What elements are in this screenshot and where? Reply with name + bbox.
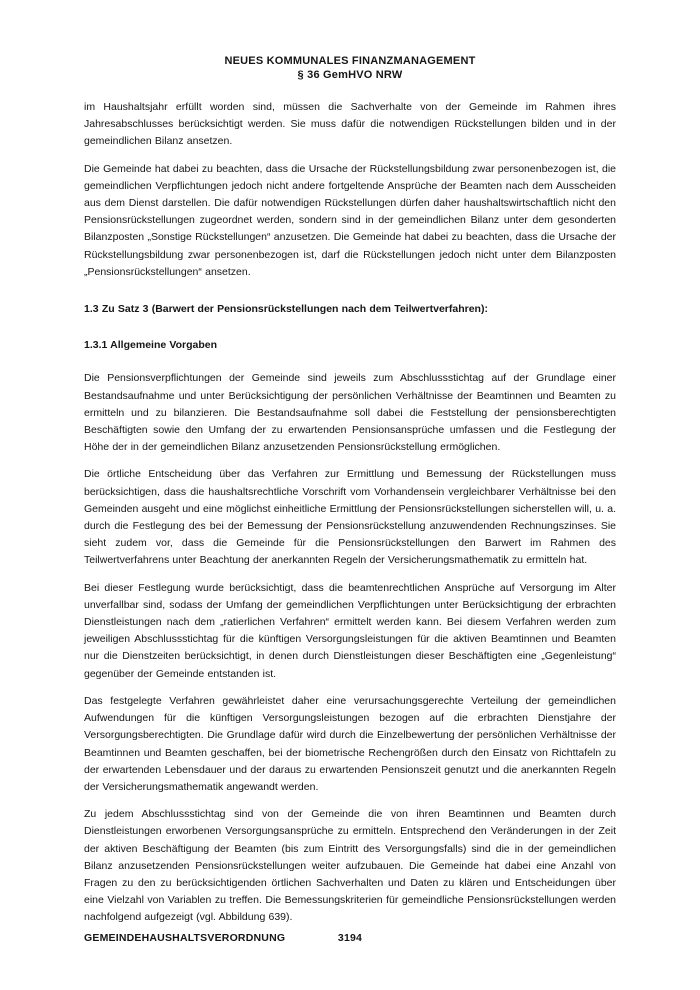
document-header [0,0,700,82]
paragraph-2: Die Gemeinde hat dabei zu beachten, dass die Ursache der Rückstellungsbildung zwar personenbezogen ist, die gemeindlichen Verpflichtungen jedoch nicht andere fortgeltende Ansprüche der Beamten nach dem Ausscheiden aus dem Dienst darstellen. Die dafür notwendigen Rückstellungen dürfen daher haushaltswirtschaftlich nicht den Pensionsrückstellungen zugeordnet werden, sondern sind in der gemeindlichen Bilanz unter dem gesonderten Bilanzposten „Sonstige Rückstellungen“ anzusetzen. Die Gemeinde hat dabei zu beachten, dass die Ursache der Rückstellungsbildung zwar personenbezogen ist, darf die Rückstellungen jedoch nicht unter dem Bilanzposten „Pensionsrückstellungen“ ansetzen. [84,162,616,278]
document-title: NEUES KOMMUNALES FINANZMANAGEMENT [224,55,476,67]
subsection-heading: 1.3.1 Allgemeine Vorgaben [84,339,218,352]
paragraph-6: Das festgelegte Verfahren gewährleistet daher eine verursachungsgerechte Verteilung der gemeindlichen Aufwendungen für die künftigen Versorgungsleistungen bezogen auf die erbrachten Dienstjahre der Versorgungsberechtigten. Die Grundlage dafür wird durch die Einzelbewertung der persönlichen Verhältnisse der Beamtinnen und Beamten geschaffen, bei der biometrische Rechengrößen durch den Einsatz von Richttafeln zu der erwartenden Lebensdauer und der daraus zu erwartenden Pensionszeit genutzt und die anerkannten Regeln der Versicherungsmathematik angewandt werden. [84,694,616,793]
paragraph-7: Zu jedem Abschlussstichtag sind von der Gemeinde die von ihren Beamtinnen und Beamten durch Dienstleistungen erworbenen Versorgungsansprüche zu ermitteln. Entsprechend den Veränderungen in der Zeit der aktiven Beschäftigung der Beamten (bis zum Eintritt des Versorgungsfalls) sind die in der gemeindlichen Bilanz anzusetzenden Pensionsrückstellungen weiter aufzubauen. Die Gemeinde hat dabei eine Anzahl von Fragen zu den zu berücksichtigenden örtlichen Sachverhalten und Daten zu klären und Entscheidungen über eine Vielzahl von Variablen zu treffen. Die Bemessungskriterien für gemeindliche Pensionsrückstellungen werden nachfolgend aufgezeigt (vgl. Abbildung 639). [84,808,616,924]
document-subtitle: § 36 GemHVO NRW [297,69,403,81]
paragraph-1: im Haushaltsjahr erfüllt worden sind, müssen die Sachverhalte von der Gemeinde im Rahmen ihres Jahresabschlusses berücksichtigt werden. Sie muss dafür die notwendigen Rückstellungen bilden und in der gemeindlichen Bilanz ansetzen. [84,101,616,148]
page-number: 3194 [337,932,363,944]
paragraph-4: Die örtliche Entscheidung über das Verfahren zur Ermittlung und Bemessung der Rückstellungen muss berücksichtigen, dass die haushaltsrechtliche Vorschrift vom Vorhandensein vergleichbarer Verhältnisse bei den Gemeinden ausgeht und eine möglichst einheitliche Ermittlung der Pensionsrückstellungen sicherstellen will, u. a. durch die Festlegung des bei der Bemessung der Pensionsrückstellung anzuwendenden Rechnungszinses. Sie sieht zudem vor, dass die Gemeinde für die Pensionsrückstellungen den Barwert im Rahmen des Teilwertverfahrens unter Beachtung der anerkannten Regeln der Versicherungsmathematik zu ermitteln hat. [84,468,616,567]
footer-label: GEMEINDEHAUSHALTSVERORDNUNG [84,932,286,944]
paragraph-3: Die Pensionsverpflichtungen der Gemeinde sind jeweils zum Abschlussstichtag auf der Grundlage einer Bestandsaufnahme und unter Berücksichtigung der persönlichen Verhältnisse der Beamtinnen und Beamten zu ermitteln und zu bilanzieren. Die Bestandsaufnahme soll dabei die Feststellung der pensionsberechtigten Beschäftigten sowie den Umfang der zu erwartenden Pensionsansprüche umfassen und die Festlegung der Höhe der in der gemeindlichen Bilanz anzusetzenden Pensionsrückstellung ermöglichen. [84,372,616,454]
document-body [84,99,616,927]
paragraph-5: Bei dieser Festlegung wurde berücksichtigt, dass die beamtenrechtlichen Ansprüche auf Versorgung im Alter unverfallbar sind, sodass der Umfang der gemeindlichen Verpflichtungen unter Berücksichtigung der erbrachten Dienstleistungen nach dem „ratierlichen Verfahren“ ermittelt werden kann. Bei diesem Verfahren werden zum jeweiligen Abschlussstichtag für die künftigen Versorgungsleistungen für die aktiven Beamtinnen und Beamten nur die Dienstzeiten berücksichtigt, in denen durch Dienstleistungen dieser Beschäftigten eine „Gegenleistung“ gegenüber der Gemeinde entstanden ist. [84,581,616,680]
section-heading: 1.3 Zu Satz 3 (Barwert der Pensionsrückstellungen nach dem Teilwertverfahren): [84,303,488,316]
